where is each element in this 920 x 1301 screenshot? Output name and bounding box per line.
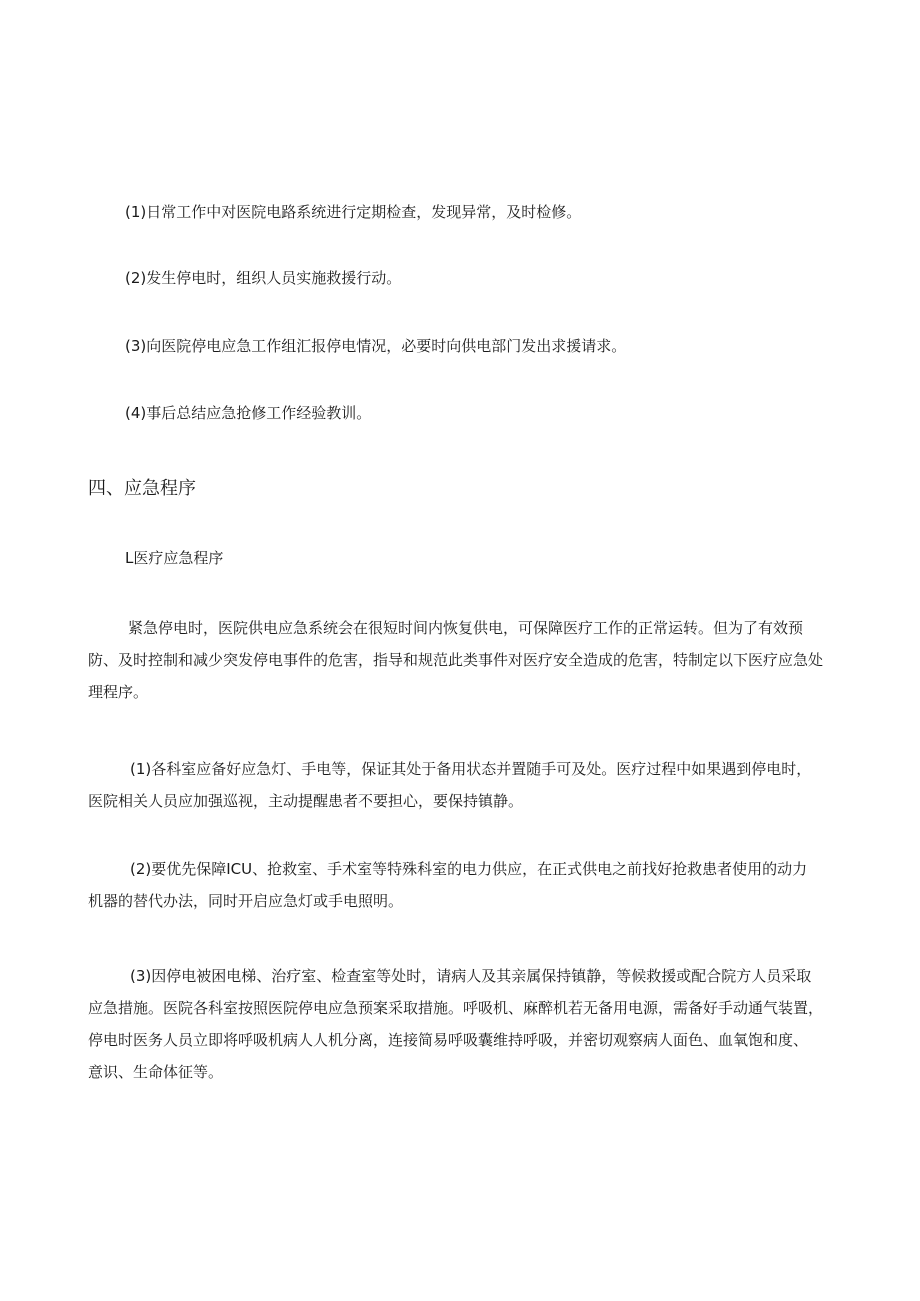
paragraph-line: 理程序。 [88, 683, 149, 701]
list-item: (4)事后总结应急抢修工作经验教训。 [125, 404, 372, 422]
paragraph-line: 机器的替代办法，同时开启应急灯或手电照明。 [88, 892, 404, 910]
subheading: L医疗应急程序 [125, 549, 224, 567]
step-2-paragraph [88, 853, 848, 917]
paragraph-line: 停电时医务人员立即将呼吸机病人人机分离，连接简易呼吸囊维持呼吸，并密切观察病人面色、血氧饱和度、 [88, 1031, 809, 1049]
list-item: (2)发生停电时，组织人员实施救援行动。 [125, 269, 402, 287]
section-heading: 四、应急程序 [88, 478, 196, 499]
list-item: (1)日常工作中对医院电路系统进行定期检查，发现异常，及时检修。 [125, 203, 582, 221]
step-1-paragraph [88, 753, 848, 817]
paragraph-line: 意识、生命体征等。 [88, 1063, 224, 1081]
paragraph-line: (2)要优先保障ICU、抢救室、手术室等特殊科室的电力供应，在正式供电之前找好抢救患者使用的动力 [130, 860, 808, 878]
paragraph-line: (3)因停电被困电梯、治疗室、检查室等处时，请病人及其亲属保持镇静，等候救援或配合院方人员采取 [130, 967, 812, 985]
step-3-paragraph [88, 960, 848, 1088]
paragraph-line: 防、及时控制和减少突发停电事件的危害，指导和规范此类事件对医疗安全造成的危害，特制定以下医疗应急处 [88, 651, 824, 669]
paragraph-line: 医院相关人员应加强巡视，主动提醒患者不要担心，要保持镇静。 [88, 792, 524, 810]
paragraph-line: 紧急停电时，医院供电应急系统会在很短时间内恢复供电，可保障医疗工作的正常运转。但为了有效预 [128, 619, 804, 637]
list-item: (3)向医院停电应急工作组汇报停电情况，必要时向供电部门发出求援请求。 [125, 337, 627, 355]
paragraph-line: (1)各科室应备好应急灯、手电等，保证其处于备用状态并置随手可及处。医疗过程中如果遇到停电时， [130, 760, 812, 778]
intro-paragraph [88, 612, 848, 708]
paragraph-line: 应急措施。医院各科室按照医院停电应急预案采取措施。呼吸机、麻醉机若无备用电源，需备好手动通气装置， [88, 999, 824, 1017]
